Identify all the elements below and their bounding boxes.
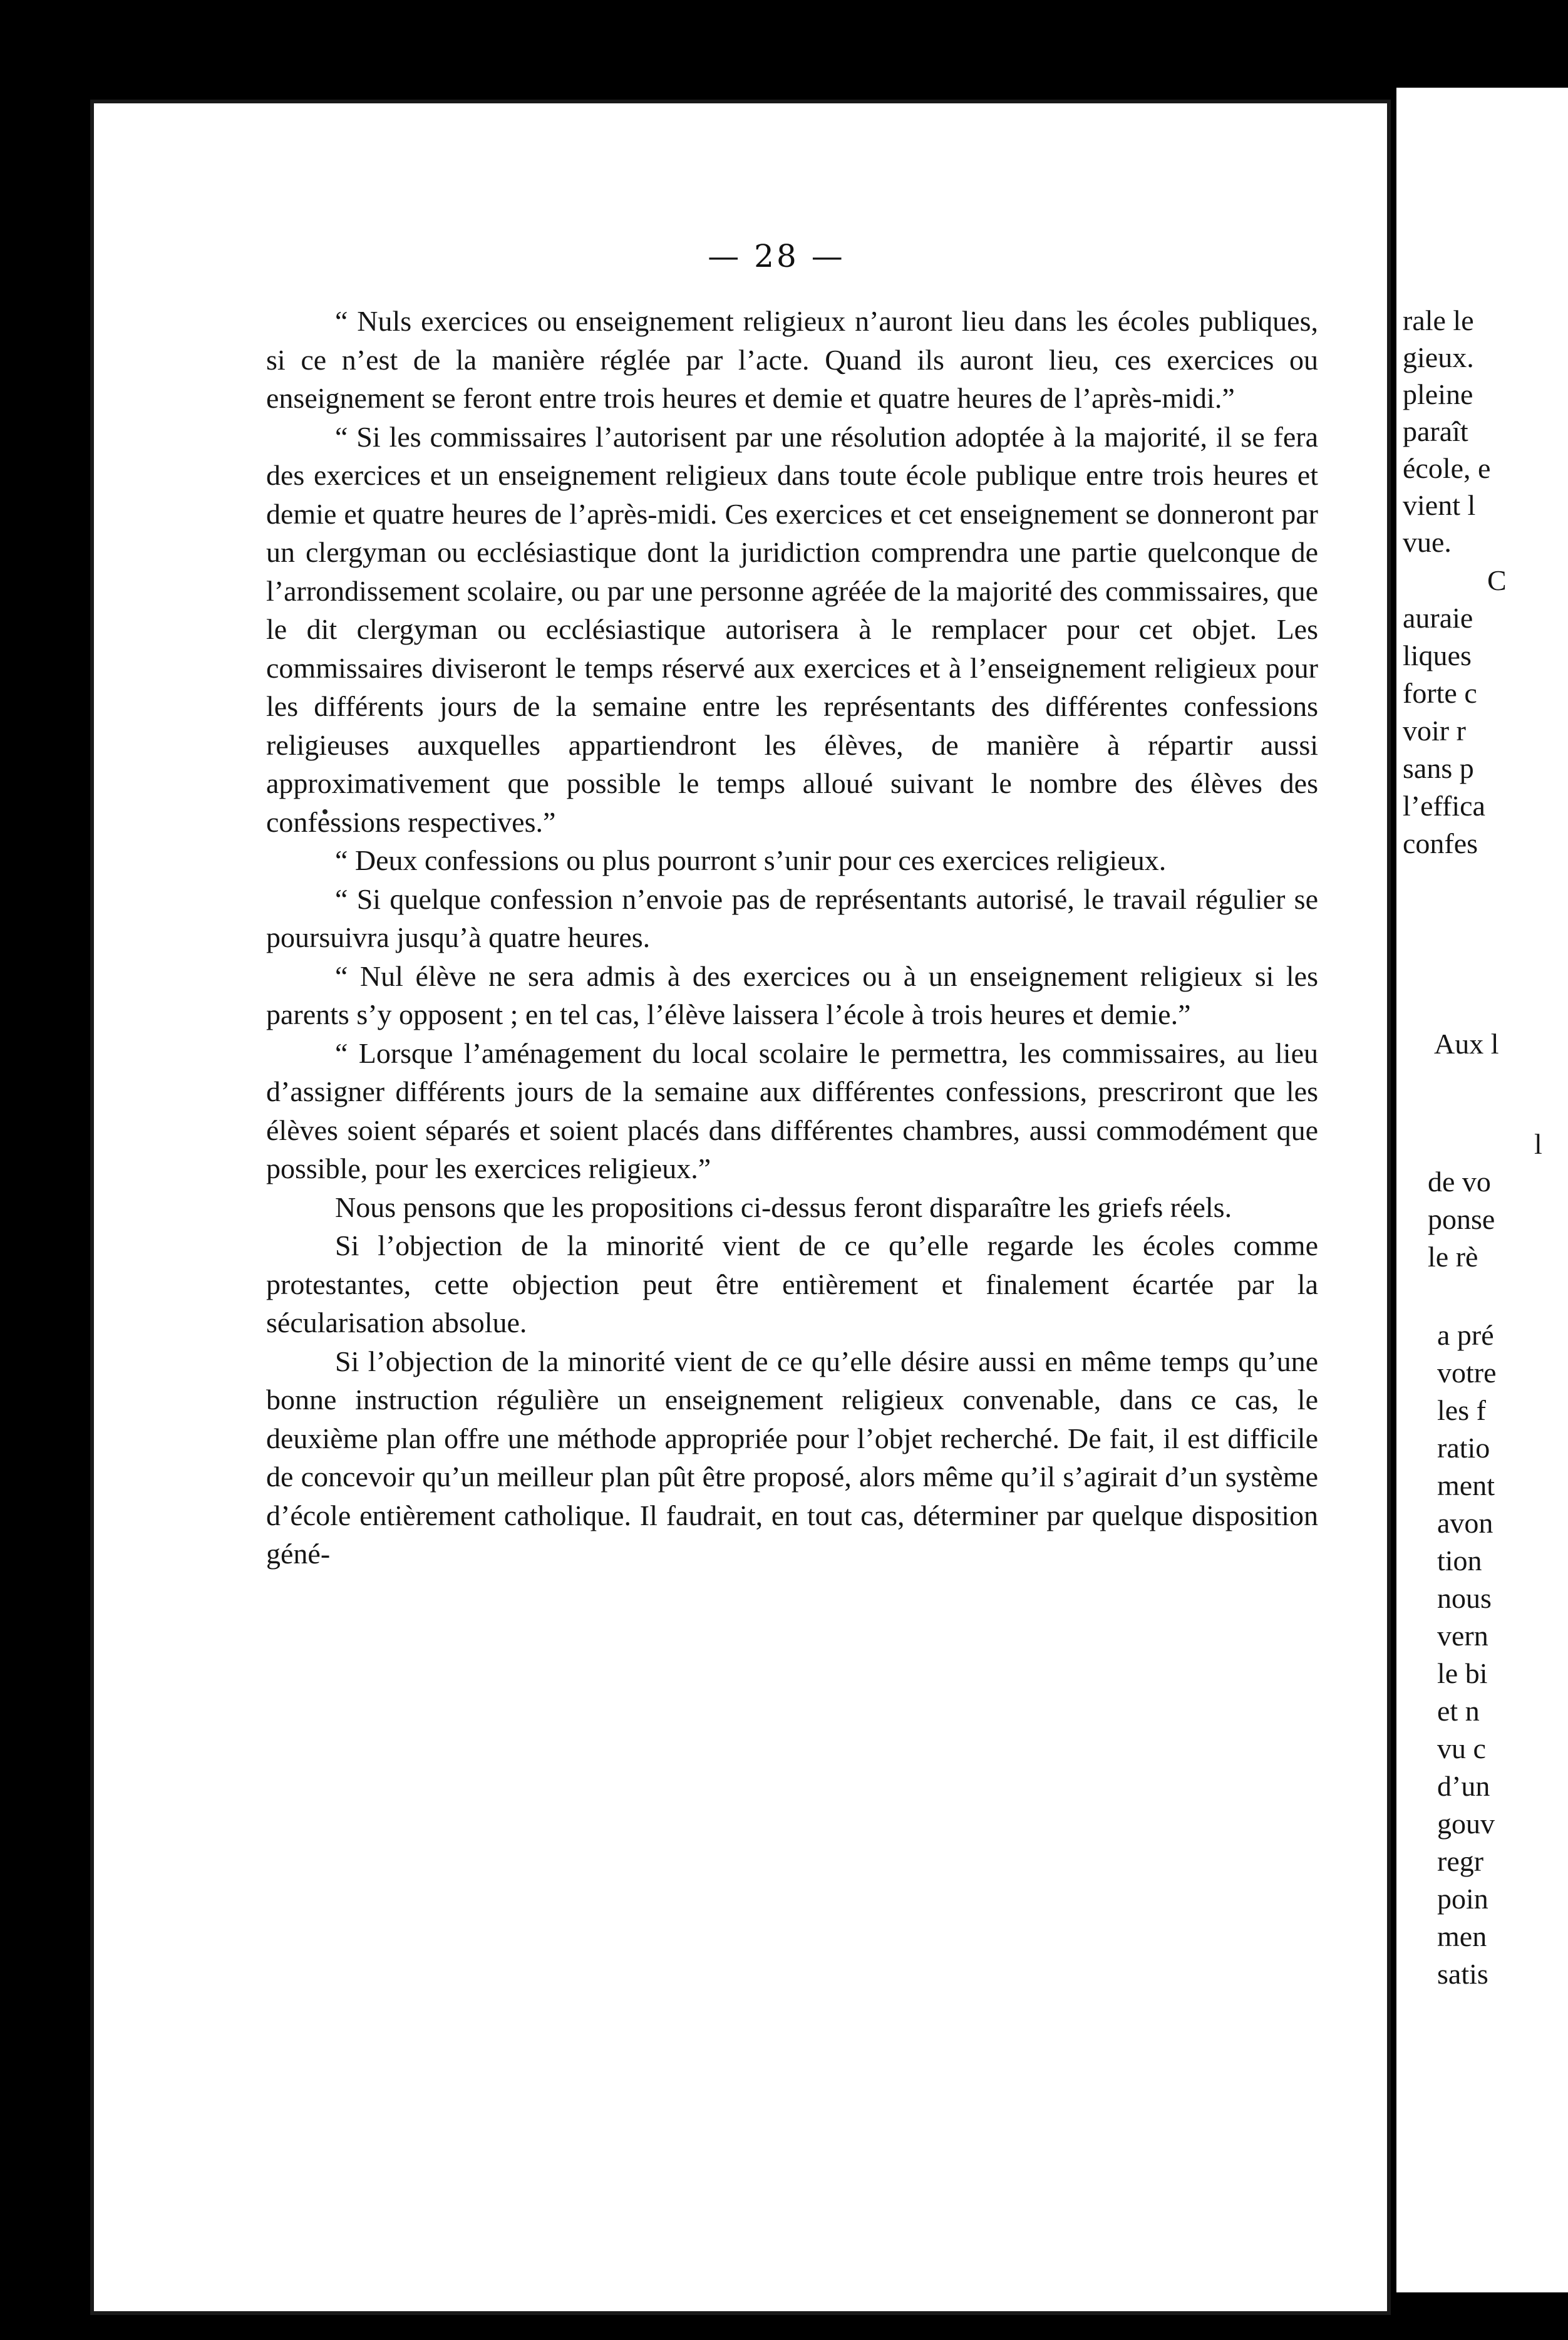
right-line: vern xyxy=(1437,1620,1488,1652)
right-line: confes xyxy=(1403,827,1478,859)
right-line: de vo xyxy=(1428,1166,1491,1198)
right-line: a pré xyxy=(1437,1319,1494,1351)
right-line: avon xyxy=(1437,1507,1493,1539)
right-line: vu c xyxy=(1437,1732,1486,1764)
right-line: vient l xyxy=(1403,489,1476,521)
right-line: vue. xyxy=(1403,526,1452,558)
right-line: votre xyxy=(1437,1357,1497,1389)
right-line: le bi xyxy=(1437,1657,1488,1689)
right-line: d’un xyxy=(1437,1770,1490,1802)
right-line: satis xyxy=(1437,1958,1488,1990)
right-line: voir r xyxy=(1403,715,1466,747)
right-line: auraie xyxy=(1403,602,1473,634)
right-page-fragment xyxy=(1396,88,1568,2292)
right-line: tion xyxy=(1437,1545,1482,1576)
paragraph: “ Si quelque confession n’envoie pas de représentants autorisé, le travail régulier se poursuivra jusqu’à quatre heures. xyxy=(266,883,1318,953)
right-line: ratio xyxy=(1437,1432,1490,1464)
page-number: — 28 — xyxy=(708,238,845,274)
paragraph: “ Nuls exercices ou enseignement religieux n’auront lieu dans les écoles publiques, si ce n’est de la manière réglée par l’acte. Quand ils auront lieu, ces exercices ou enseignement se feront entre trois heures et demie et quatre heures de l’après-midi.” xyxy=(266,305,1318,414)
right-line: ponse xyxy=(1428,1203,1495,1235)
paragraph: “ Nul élève ne sera admis à des exercices ou à un enseignement religieux si les parents s’y opposent ; en tel cas, l’élève laissera l’école à trois heures et demie.” xyxy=(266,960,1318,1030)
paragraph: Si l’objection de la minorité vient de ce qu’elle regarde les écoles comme protestantes, cette objection peut être entièrement et finalement écartée par la sécularisation absolue. xyxy=(266,1230,1318,1338)
right-line: regr xyxy=(1437,1845,1484,1877)
paragraph: Nous pensons que les propositions ci-dessus feront disparaître les griefs réels. xyxy=(335,1191,1232,1223)
right-line: pleine xyxy=(1403,378,1473,410)
right-line: ment xyxy=(1437,1469,1495,1501)
page-body-text xyxy=(266,302,1318,1573)
right-line: le rè xyxy=(1428,1241,1478,1273)
right-line: liques xyxy=(1403,639,1472,671)
paragraph: Si l’objection de la minorité vient de ce qu’elle désire aussi en même temps qu’une bonne instruction régulière un enseignement religieux convenable, dans ce cas, le deuxième plan offre une méthode appropriée pour l’objet recherché. De fait, il est difficile de concevoir qu’un meilleur plan pût être proposé, alors même qu’il s’agirait d’un système d’école entièrement catholique. Il faudrait, en tout cas, déterminer par quelque disposition géné- xyxy=(266,1345,1318,1570)
paragraph: “ Lorsque l’aménagement du local scolaire le permettra, les commissaires, au lieu d’assigner différents jours de la semaine aux différentes confessions, prescriront que les élèves soient séparés et soient placés dans différentes chambres, aussi commodément que possible, pour les exercices religieux.” xyxy=(266,1037,1318,1184)
right-line: les f xyxy=(1437,1394,1486,1426)
right-line: men xyxy=(1437,1920,1487,1952)
right-line: gouv xyxy=(1437,1808,1495,1840)
right-line: paraît xyxy=(1403,415,1468,447)
right-line: Aux l xyxy=(1434,1028,1499,1060)
right-line: école, e xyxy=(1403,452,1491,484)
right-line: C xyxy=(1487,564,1507,596)
right-line: l xyxy=(1534,1128,1542,1160)
right-line: gieux. xyxy=(1403,341,1474,373)
right-line: forte c xyxy=(1403,677,1477,709)
right-line: sans p xyxy=(1403,752,1474,784)
right-line: rale le xyxy=(1403,304,1474,336)
right-line: et n xyxy=(1437,1695,1480,1727)
right-line: l’effica xyxy=(1403,790,1485,822)
paragraph: “ Si les commissaires l’autorisent par une résolution adoptée à la majorité, il se fera des exercices et un enseignement religieux dans toute école publique entre trois heures et demie et quatre heures de l’après-midi. Ces exercices et cet enseignement se donneront par un clergyman ou ecclésiastique dont la juridiction comprendra une partie quelconque de l’arrondissement scolaire, ou par une personne agréée de la majorité des commissaires, que le dit clergyman ou ecclésiastique autorisera à le remplacer pour cet objet. Les commissaires diviseront le temps réservé aux exercices et à l’enseignement religieux pour les différents jours de la semaine entre les représentants des différentes confessions religieuses auxquelles appartiendront les élèves, de manière à répartir aussi approximativement que possible le temps alloué suivant le nombre des élèves des confessions respectives.” xyxy=(266,420,1318,838)
paragraph: “ Deux confessions ou plus pourront s’unir pour ces exercices religieux. xyxy=(335,844,1167,876)
right-line: nous xyxy=(1437,1582,1492,1614)
right-line: poin xyxy=(1437,1883,1488,1915)
